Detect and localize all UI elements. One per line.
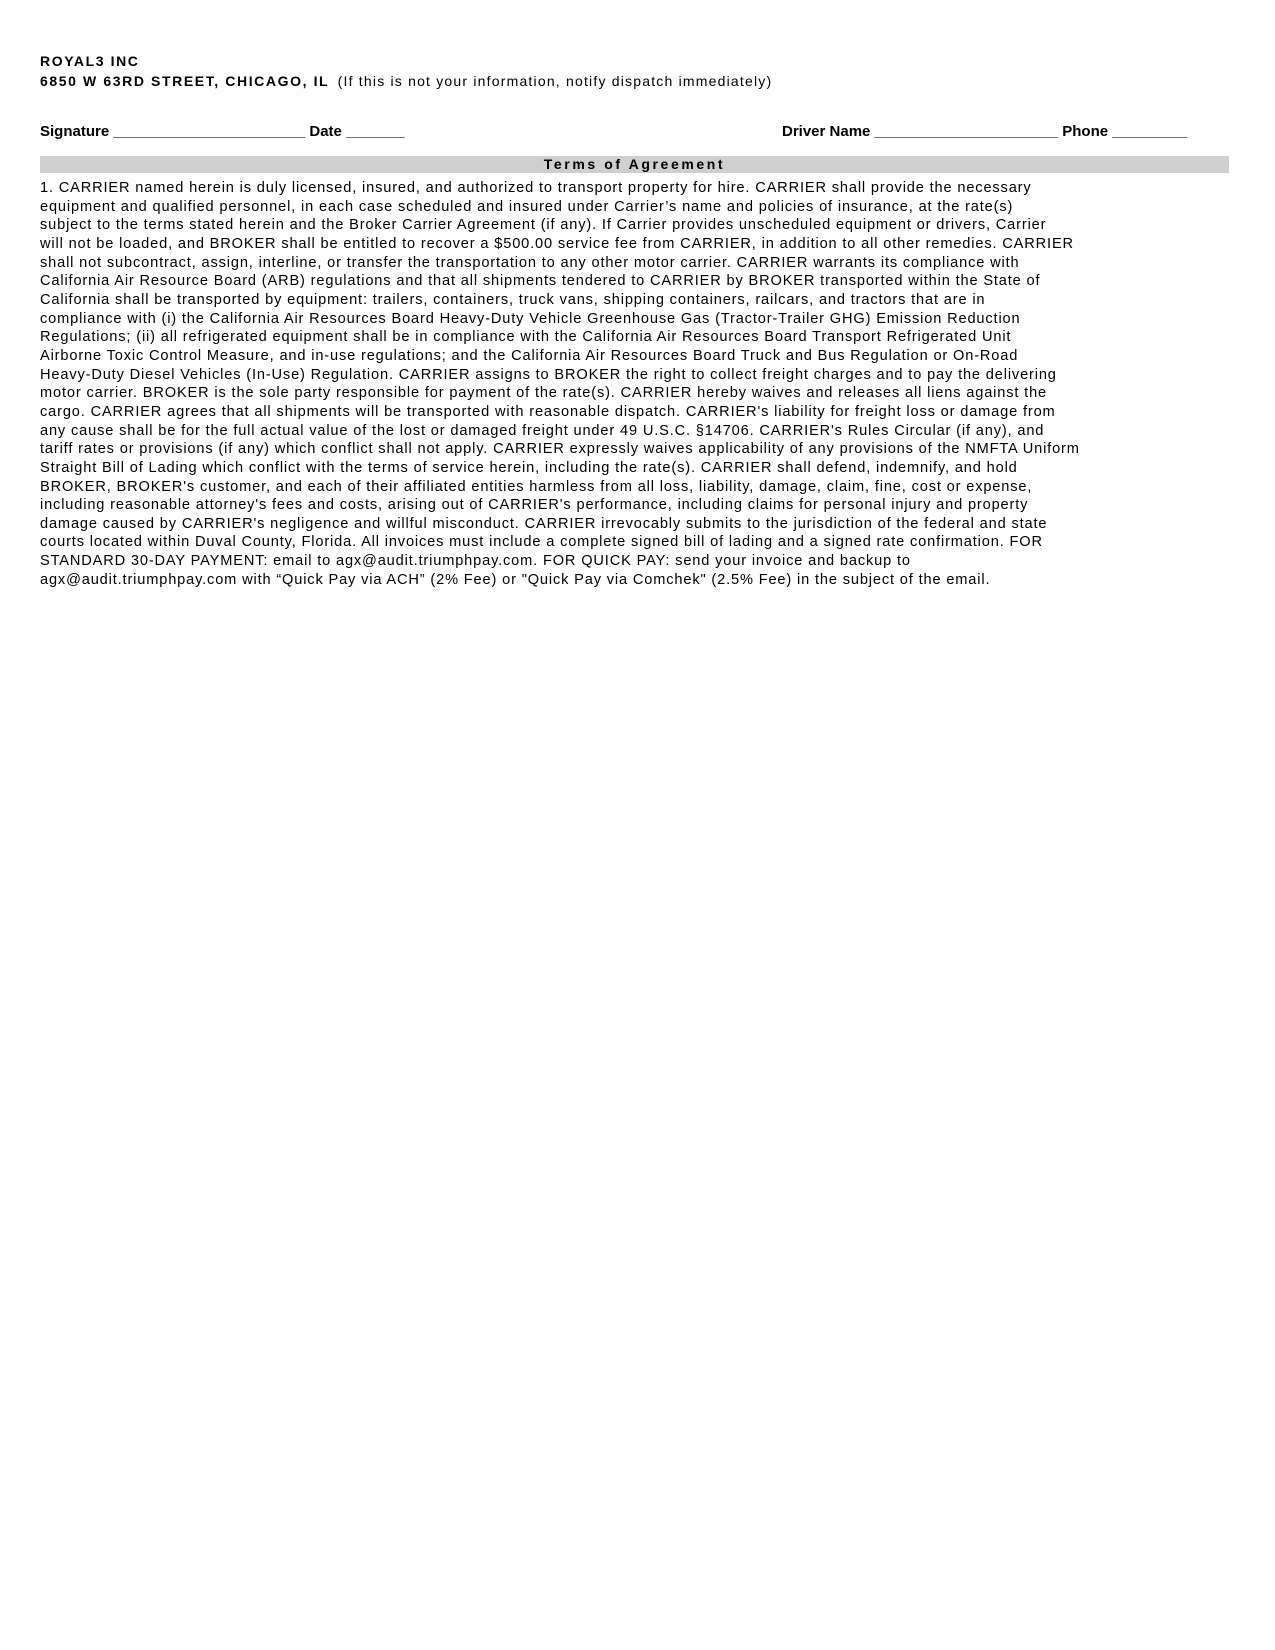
terms-line: cargo. CARRIER agrees that all shipments will be transported with reasonable dispatch. CARRIER's liability for freight loss or damage from — [40, 403, 1056, 420]
terms-heading: Terms of Agreement — [40, 156, 1229, 173]
company-name: ROYAL3 INC — [40, 53, 140, 69]
terms-line: any cause shall be for the full actual value of the lost or damaged freight under 49 U.S.C. §14706. CARRIER's Rules Circular (if any), and — [40, 422, 1045, 439]
terms-line: including reasonable attorney's fees and costs, arising out of CARRIER's performance, including claims for personal injury and property — [40, 497, 1029, 514]
terms-line: Regulations; (ii) all refrigerated equipment shall be in compliance with the California Air Resources Board Transport Refrigerated Unit — [40, 329, 1012, 346]
terms-line: BROKER, BROKER's customer, and each of their affiliated entities harmless from all loss, liability, damage, claim, fine, cost or expense, — [40, 478, 1033, 495]
terms-line: shall not subcontract, assign, interline, or transfer the transportation to any other motor carrier. CARRIER warrants its compliance with — [40, 254, 1020, 271]
driver-phone-field: Driver Name ______________________ Phone _________ — [782, 123, 1188, 140]
signature-date-field: Signature _______________________ Date _______ — [40, 123, 405, 140]
terms-line: subject to the terms stated herein and the Broker Carrier Agreement (if any). If Carrier provides unscheduled equipment or drivers, Carrier — [40, 217, 1047, 234]
terms-line: compliance with (i) the California Air Resources Board Heavy-Duty Vehicle Greenhouse Gas (Tractor-Trailer GHG) Emission Reduction — [40, 310, 1021, 327]
address-line — [40, 71, 772, 92]
terms-line: courts located within Duval County, Florida. All invoices must include a complete signed bill of lading and a signed rate confirmation. FOR — [40, 534, 1043, 551]
terms-line: 1. CARRIER named herein is duly licensed, insured, and authorized to transport property for hire. CARRIER shall provide the necessary — [40, 180, 1032, 196]
terms-line: will not be loaded, and BROKER shall be entitled to recover a $500.00 service fee from CARRIER, in addition to all other remedies. CARRIER — [40, 235, 1074, 252]
terms-line: motor carrier. BROKER is the sole party responsible for payment of the rate(s). CARRIER hereby waives and releases all liens against the — [40, 385, 1048, 402]
dispatch-notice: (If this is not your information, notify dispatch immediately) — [337, 73, 773, 89]
terms-line: damage caused by CARRIER's negligence and willful misconduct. CARRIER irrevocably submits to the jurisdiction of the federal and state — [40, 515, 1048, 532]
terms-line: Straight Bill of Lading which conflict with the terms of service herein, including the rate(s). CARRIER shall defend, indemnify, and hold — [40, 459, 1018, 476]
terms-line: Airborne Toxic Control Measure, and in-use regulations; and the California Air Resources Board Truck and Bus Regulation or On-Road — [40, 347, 1019, 364]
company-address: 6850 W 63RD STREET, CHICAGO, IL — [40, 73, 330, 89]
terms-line: equipment and qualified personnel, in each case scheduled and insured under Carrier’s name and policies of insurance, at the rate(s) — [40, 198, 1014, 215]
terms-line: California Air Resource Board (ARB) regulations and that all shipments tendered to CARRIER by BROKER transported within the State of — [40, 273, 1041, 290]
terms-line: STANDARD 30-DAY PAYMENT: email to agx@audit.triumphpay.com. FOR QUICK PAY: send your invoice and backup to — [40, 553, 911, 570]
terms-line: tariff rates or provisions (if any) which conflict shall not apply. CARRIER expressly waives applicability of any provisions of the NMFTA Uniform — [40, 441, 1080, 458]
terms-line: agx@audit.triumphpay.com with “Quick Pay via ACH” (2% Fee) or "Quick Pay via Comchek" (2.5% Fee) in the subject of the email. — [40, 571, 991, 588]
terms-body — [40, 179, 1245, 589]
terms-line: California shall be transported by equipment: trailers, containers, truck vans, shipping containers, railcars, and tractors that are in — [40, 291, 986, 308]
terms-line: Heavy-Duty Diesel Vehicles (In-Use) Regulation. CARRIER assigns to BROKER the right to collect freight charges and to pay the delivering — [40, 366, 1057, 383]
